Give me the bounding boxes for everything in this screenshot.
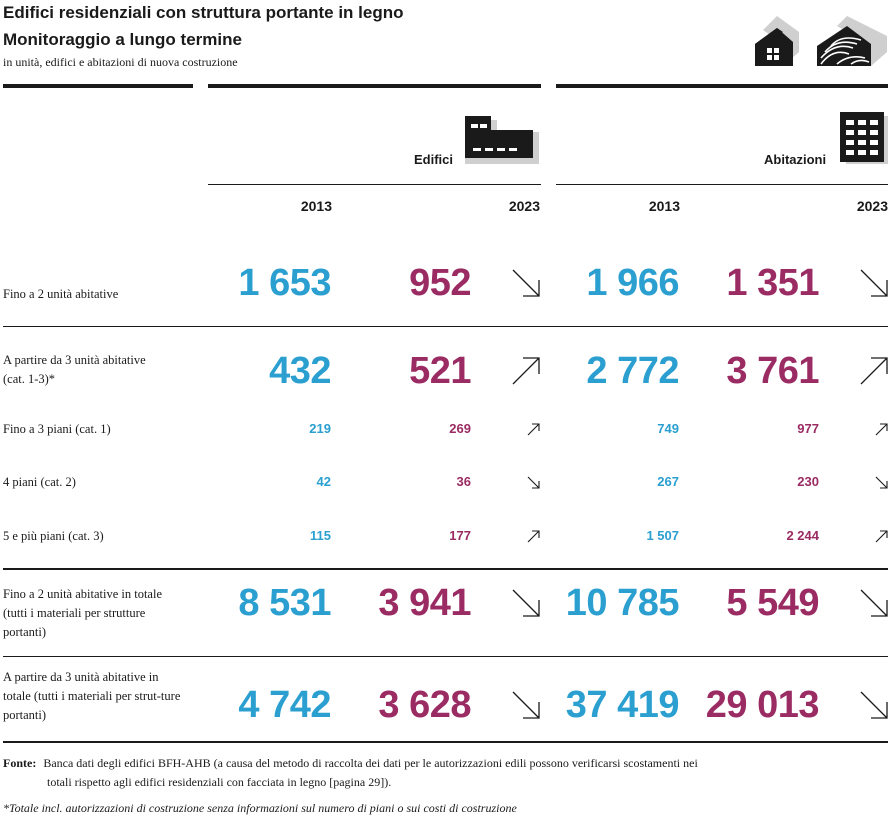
footer-divider [3,741,888,743]
subtitle: in unità, edifici e abitazioni di nuova costruzione [3,55,238,69]
value-dwellings-2013: 1 966 [586,262,679,304]
value-dwellings-2023: 230 [797,474,819,489]
arrow-up-right-icon [527,423,540,436]
value-dwellings-2023: 3 761 [726,350,819,392]
source-line-1: Banca dati degli edifici BFH-AHB (a causa del metodo di raccolta dei dati per le autorizzazioni edili possono verificarsi scostamenti nei [43,756,698,770]
row-divider [3,326,888,327]
source-line-2: totali rispetto agli edifici residenziali con facciata in legno [pagina 29]). [47,775,392,789]
value-buildings-2023: 952 [409,262,471,304]
value-dwellings-2013: 1 507 [646,528,679,543]
value-buildings-2013: 432 [269,350,331,392]
arrow-up-right-icon [875,530,888,543]
year-buildings-2013: 2013 [300,198,332,214]
footnote: *Totale incl. autorizzazioni di costruzione senza informazioni sul numero di piani o sui costi di costruzione [3,801,517,815]
building-icon [463,110,543,171]
arrow-down-right-icon [527,476,540,489]
value-dwellings-2013: 267 [657,474,679,489]
row-label: Fino a 2 unità abitative [3,287,119,301]
title-line-1: Edifici residenziali con struttura portante in legno [3,3,404,22]
title-line-2: Monitoraggio a lungo termine [3,30,242,49]
row-label: Fino a 3 piani (cat. 1) [3,422,111,436]
row-label: 5 e più piani (cat. 3) [3,529,104,543]
apartment-icon [838,110,890,171]
value-dwellings-2023: 1 351 [726,262,819,304]
arrow-down-right-icon [511,588,541,618]
arrow-down-right-icon [875,476,888,489]
value-dwellings-2013: 749 [657,421,679,436]
arrow-up-right-icon [511,356,541,386]
year-buildings-2023: 2023 [508,198,540,214]
arrow-up-right-icon [527,530,540,543]
value-buildings-2023: 3 628 [378,684,471,726]
value-buildings-2013: 8 531 [238,582,331,624]
house-icon [753,14,803,73]
value-buildings-2013: 115 [310,528,331,543]
value-buildings-2023: 269 [449,421,471,436]
value-dwellings-2013: 37 419 [565,684,679,726]
row-label: A partire da 3 unità abitative (cat. 1-3)* [3,353,146,386]
row-label: 4 piani (cat. 2) [3,475,76,489]
value-dwellings-2023: 2 244 [786,528,819,543]
header-rule-dwellings [556,84,888,88]
year-dwellings-2023: 2023 [856,198,888,214]
row-label: Fino a 2 unità abitative in totale (tutti i materiali per strutture portanti) [3,587,162,639]
value-buildings-2013: 1 653 [238,262,331,304]
column-buildings-label: Edifici [414,152,454,167]
totals-divider [3,568,888,570]
value-dwellings-2023: 29 013 [705,684,819,726]
column-dwellings-label: Abitazioni [764,152,827,167]
arrow-down-right-icon [511,268,541,298]
arrow-down-right-icon [859,690,889,720]
header-rule-left [3,84,193,88]
value-dwellings-2023: 977 [797,421,819,436]
arrow-up-right-icon [875,423,888,436]
year-dwellings-2013: 2013 [648,198,680,214]
arrow-down-right-icon [859,588,889,618]
source-label: Fonte: [3,756,37,770]
value-buildings-2013: 219 [309,421,331,436]
value-dwellings-2023: 5 549 [726,582,819,624]
subheader-rule-buildings [208,184,541,185]
value-buildings-2023: 521 [409,350,471,392]
arrow-up-right-icon [859,356,889,386]
row-divider [3,656,888,657]
arrow-down-right-icon [511,690,541,720]
value-buildings-2013: 42 [316,474,331,489]
source-note [3,754,883,773]
wood-house-icon [815,14,889,73]
header-rule-buildings [208,84,541,88]
value-buildings-2023: 3 941 [378,582,471,624]
value-dwellings-2013: 10 785 [565,582,679,624]
row-label: A partire da 3 unità abitative in totale (tutti i materiali per strut-ture portanti) [3,670,181,722]
value-buildings-2013: 4 742 [238,684,331,726]
value-dwellings-2013: 2 772 [586,350,679,392]
value-buildings-2023: 36 [456,474,471,489]
arrow-down-right-icon [859,268,889,298]
subheader-rule-dwellings [556,184,888,185]
value-buildings-2023: 177 [449,528,471,543]
